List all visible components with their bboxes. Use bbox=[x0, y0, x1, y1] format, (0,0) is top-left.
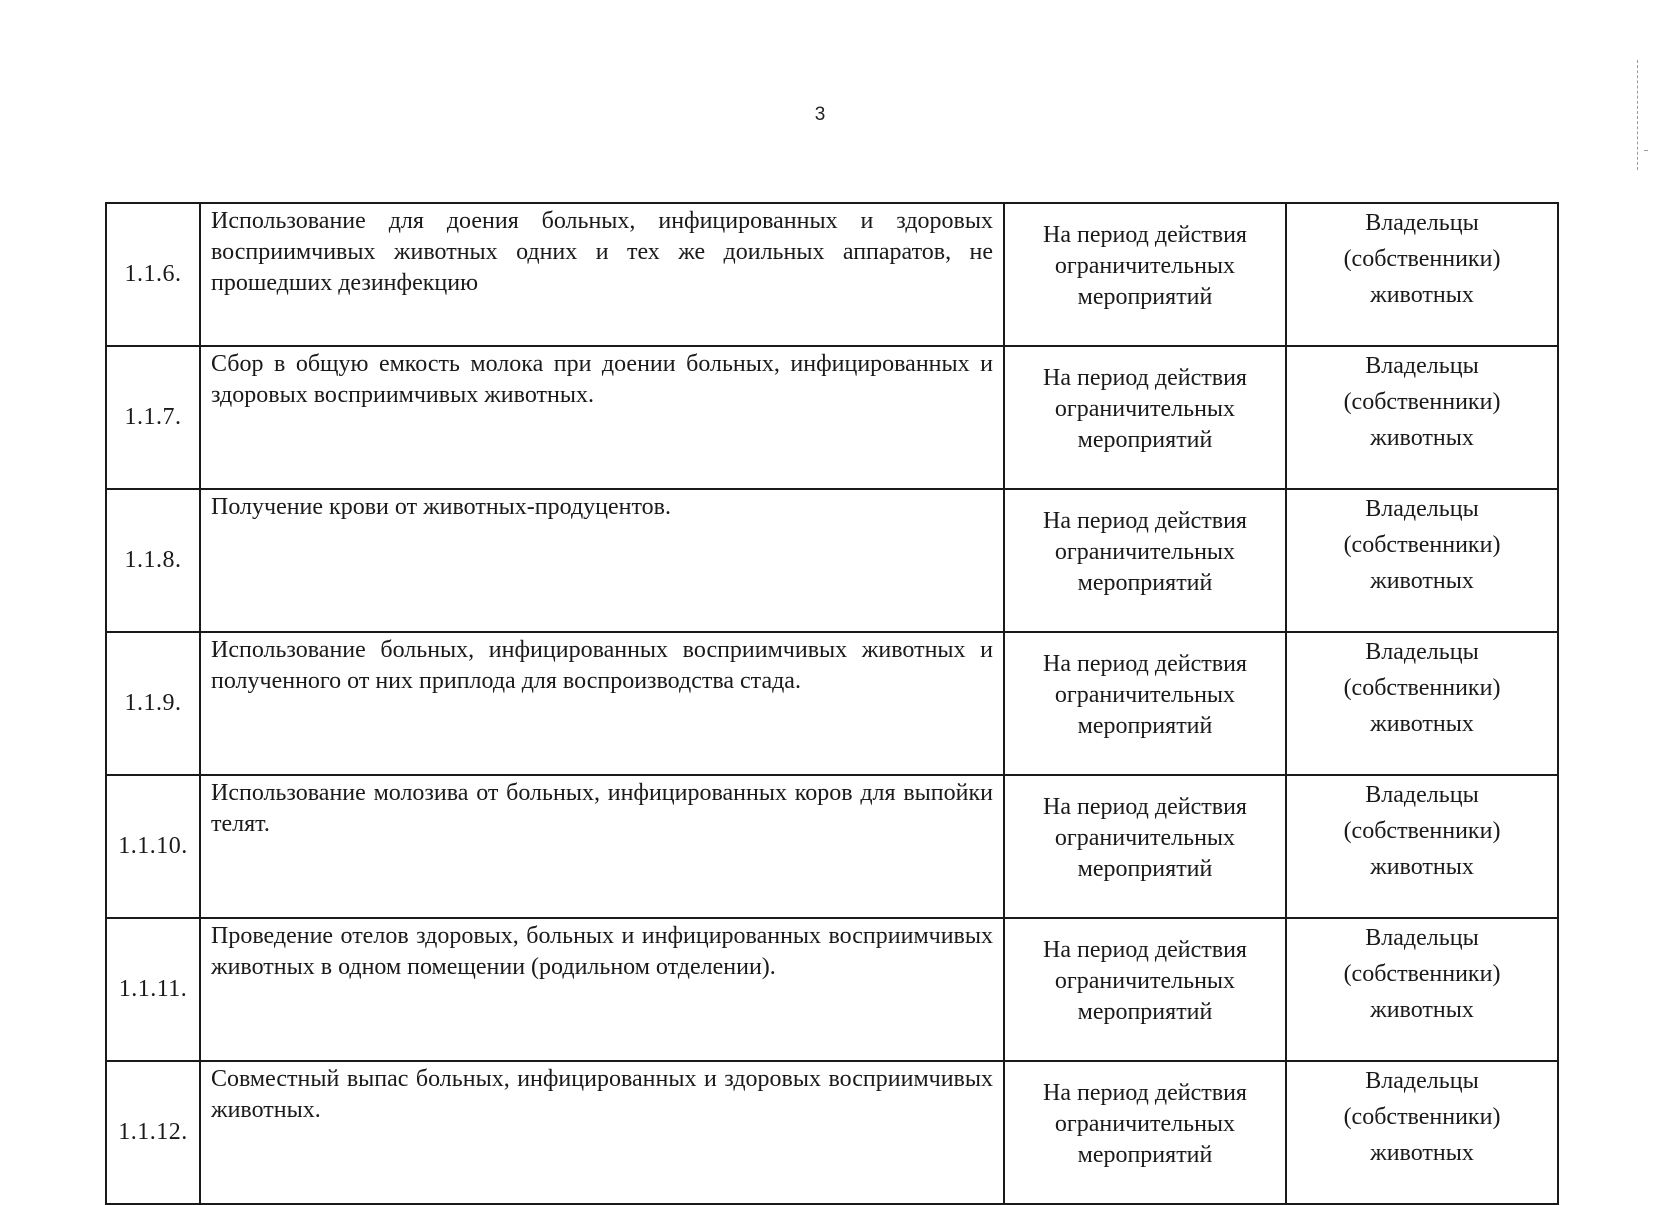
row-number: 1.1.6. bbox=[106, 203, 200, 346]
table-row bbox=[106, 775, 1558, 918]
measure-description: Сбор в общую емкость молока при доении больных, инфицированных и здоровых восприимчивых животных. bbox=[200, 346, 1004, 489]
period-line: На период действия bbox=[1043, 937, 1247, 963]
period-line: ограничительных bbox=[1054, 253, 1236, 279]
row-number: 1.1.7. bbox=[106, 346, 200, 489]
responsible-line: (собственники) bbox=[1343, 675, 1501, 701]
measure-description: Использование больных, инфицированных восприимчивых животных и полученного от них приплода для воспроизводства стада. bbox=[200, 632, 1004, 775]
scan-edge-mark bbox=[1635, 60, 1638, 170]
responsible-cell bbox=[1286, 632, 1558, 775]
period-cell bbox=[1004, 632, 1286, 775]
period-line: мероприятий bbox=[1077, 713, 1213, 739]
period-line: ограничительных bbox=[1054, 539, 1236, 565]
period-line: мероприятий bbox=[1077, 856, 1213, 882]
period-line: ограничительных bbox=[1054, 682, 1236, 708]
responsible-line: (собственники) bbox=[1343, 818, 1501, 844]
period-line: На период действия bbox=[1043, 365, 1247, 391]
period-line: мероприятий bbox=[1077, 284, 1213, 310]
responsible-line: Владельцы bbox=[1365, 353, 1479, 379]
period-cell bbox=[1004, 918, 1286, 1061]
period-line: На период действия bbox=[1043, 794, 1247, 820]
table-row bbox=[106, 1061, 1558, 1204]
measure-description: Использование молозива от больных, инфицированных коров для выпойки телят. bbox=[200, 775, 1004, 918]
period-cell bbox=[1004, 203, 1286, 346]
period-line: ограничительных bbox=[1054, 825, 1236, 851]
period-line: ограничительных bbox=[1054, 1111, 1236, 1137]
period-line: мероприятий bbox=[1077, 1142, 1213, 1168]
responsible-line: животных bbox=[1370, 282, 1474, 308]
period-line: На период действия bbox=[1043, 651, 1247, 677]
period-line: На период действия bbox=[1043, 222, 1247, 248]
table-row bbox=[106, 489, 1558, 632]
measure-description: Проведение отелов здоровых, больных и инфицированных восприимчивых животных в одном помещении (родильном отделении). bbox=[200, 918, 1004, 1061]
measure-description: Использование для доения больных, инфицированных и здоровых восприимчивых животных одних и тех же доильных аппаратов, не прошедших дезинфекцию bbox=[200, 203, 1004, 346]
row-number: 1.1.8. bbox=[106, 489, 200, 632]
measures-table bbox=[105, 202, 1559, 1205]
period-line: На период действия bbox=[1043, 508, 1247, 534]
responsible-line: животных bbox=[1370, 1140, 1474, 1166]
responsible-line: (собственники) bbox=[1343, 389, 1501, 415]
responsible-line: (собственники) bbox=[1343, 532, 1501, 558]
row-number: 1.1.11. bbox=[106, 918, 200, 1061]
row-number: 1.1.12. bbox=[106, 1061, 200, 1204]
responsible-line: Владельцы bbox=[1365, 210, 1479, 236]
measure-description: Получение крови от животных-продуцентов. bbox=[200, 489, 1004, 632]
responsible-cell bbox=[1286, 1061, 1558, 1204]
responsible-cell bbox=[1286, 346, 1558, 489]
table-row bbox=[106, 632, 1558, 775]
responsible-cell bbox=[1286, 489, 1558, 632]
responsible-cell bbox=[1286, 918, 1558, 1061]
table-row bbox=[106, 918, 1558, 1061]
period-line: мероприятий bbox=[1077, 999, 1213, 1025]
responsible-line: Владельцы bbox=[1365, 1068, 1479, 1094]
row-number: 1.1.10. bbox=[106, 775, 200, 918]
responsible-line: животных bbox=[1370, 568, 1474, 594]
table-row bbox=[106, 346, 1558, 489]
responsible-line: животных bbox=[1370, 997, 1474, 1023]
responsible-line: (собственники) bbox=[1343, 1104, 1501, 1130]
page-number: 3 bbox=[814, 104, 826, 125]
responsible-line: животных bbox=[1370, 425, 1474, 451]
responsible-line: животных bbox=[1370, 711, 1474, 737]
period-line: мероприятий bbox=[1077, 570, 1213, 596]
responsible-line: Владельцы bbox=[1365, 496, 1479, 522]
responsible-line: (собственники) bbox=[1343, 246, 1501, 272]
responsible-line: Владельцы bbox=[1365, 782, 1479, 808]
responsible-line: (собственники) bbox=[1343, 961, 1501, 987]
responsible-cell bbox=[1286, 203, 1558, 346]
row-number: 1.1.9. bbox=[106, 632, 200, 775]
period-cell bbox=[1004, 775, 1286, 918]
responsible-line: животных bbox=[1370, 854, 1474, 880]
period-line: ограничительных bbox=[1054, 968, 1236, 994]
period-cell bbox=[1004, 346, 1286, 489]
table-row bbox=[106, 203, 1558, 346]
scan-edge-tick bbox=[1644, 150, 1648, 151]
responsible-line: Владельцы bbox=[1365, 925, 1479, 951]
period-cell bbox=[1004, 489, 1286, 632]
responsible-line: Владельцы bbox=[1365, 639, 1479, 665]
period-line: мероприятий bbox=[1077, 427, 1213, 453]
period-cell bbox=[1004, 1061, 1286, 1204]
measure-description: Совместный выпас больных, инфицированных и здоровых восприимчивых животных. bbox=[200, 1061, 1004, 1204]
period-line: На период действия bbox=[1043, 1080, 1247, 1106]
responsible-cell bbox=[1286, 775, 1558, 918]
period-line: ограничительных bbox=[1054, 396, 1236, 422]
